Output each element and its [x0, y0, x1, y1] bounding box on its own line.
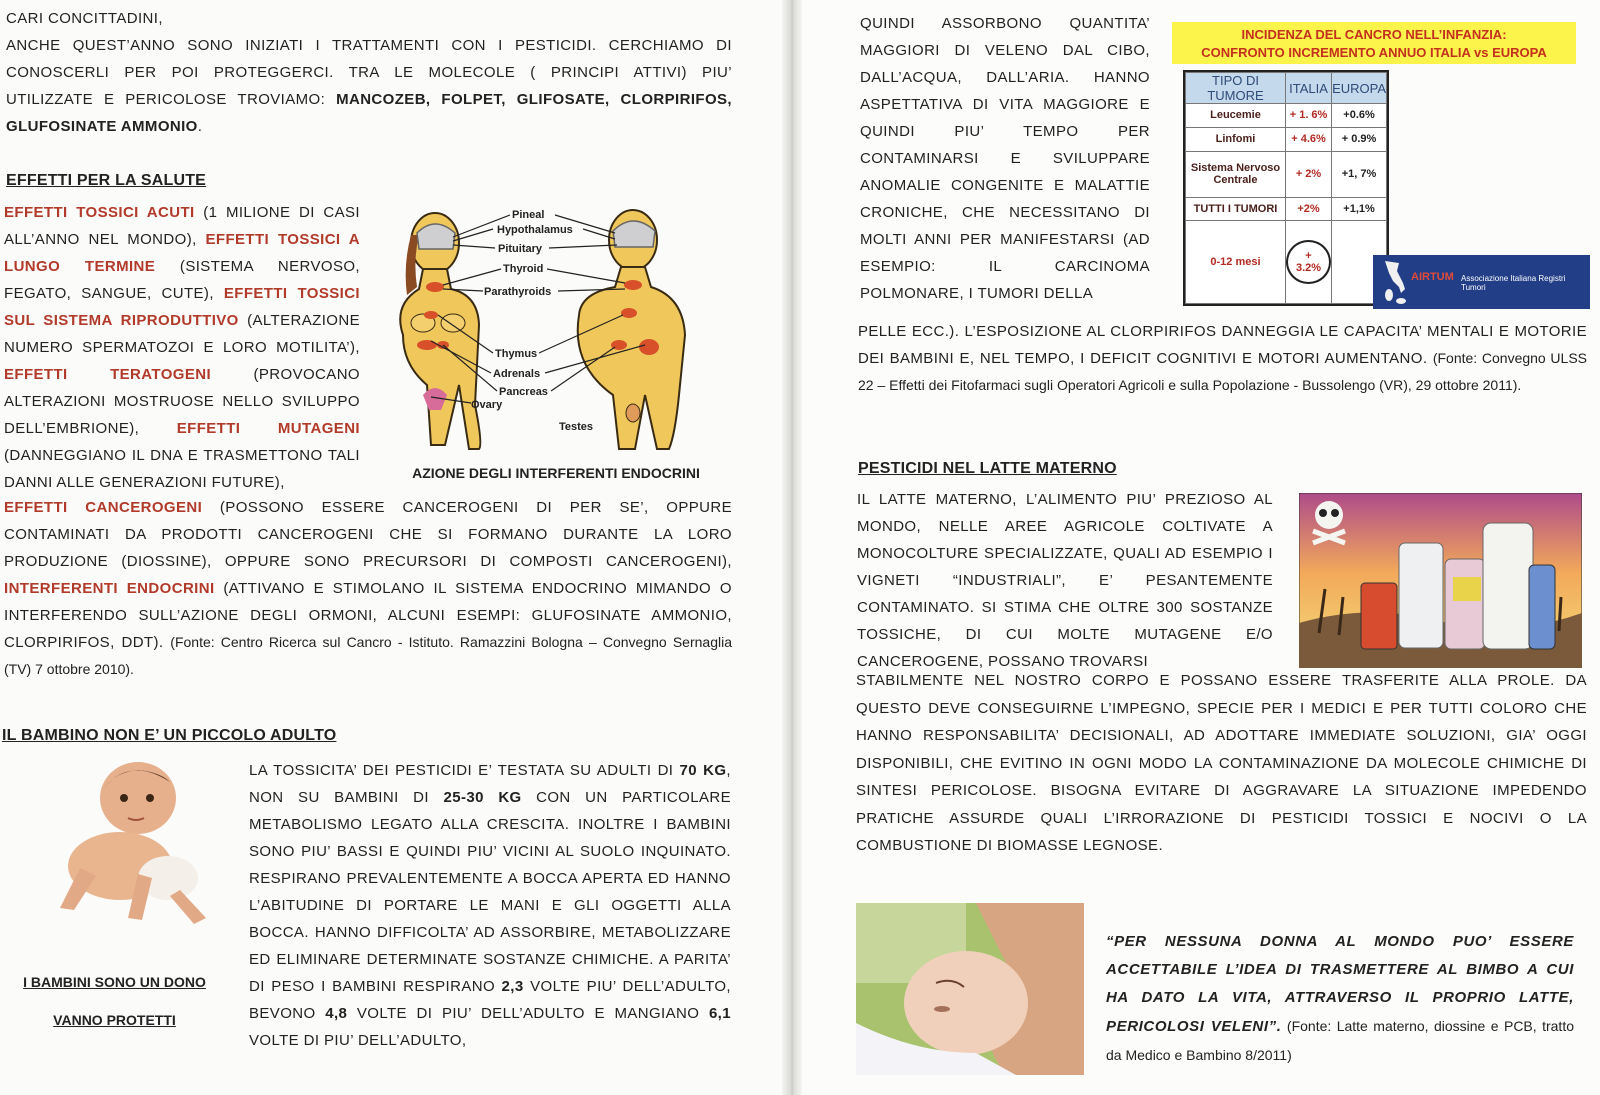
table-row: [1186, 197, 1387, 221]
bambino-text-k: VOLTE DI PIU’ DELL’ADULTO,: [249, 1032, 467, 1049]
effetti-teratogeni: EFFETTI TERATOGENI: [4, 366, 212, 383]
row-name: TUTTI I TUMORI: [1186, 197, 1286, 221]
table-row: [1186, 221, 1387, 304]
female-figure: [400, 213, 480, 449]
table-row: [1186, 151, 1387, 197]
heading-bambino: IL BAMBINO NON E’ UN PICCOLO ADULTO: [2, 727, 337, 744]
label-pineal: Pineal: [512, 209, 545, 221]
page-gutter: [782, 0, 802, 1095]
row-europa: + 0.9%: [1332, 127, 1387, 151]
airtum-logo-text: AIRTUM: [1411, 271, 1454, 283]
bambino-paragraph: [249, 757, 731, 1054]
header-italia: ITALIA: [1285, 73, 1331, 104]
bambino-weight-child: 25-30 KG: [443, 789, 522, 806]
row-italia: +2%: [1285, 197, 1331, 221]
row-name: Linfomi: [1186, 127, 1286, 151]
endocrine-diagram: [383, 205, 733, 460]
quote-source: (Fonte: Latte materno, diossine e PCB, tratto da Medico e Bambino 8/2011): [1106, 1018, 1574, 1063]
table-title: [1172, 22, 1576, 64]
row-name: Sistema Nervoso Centrale: [1186, 151, 1286, 197]
row-italia: + 2%: [1285, 151, 1331, 197]
intro-molecules-bold: MANCOZEB, FOLPET, GLIFOSATE, CLORPIRIFOS,: [336, 91, 732, 108]
intro-line-3: [6, 86, 732, 113]
label-pancreas: Pancreas: [499, 386, 548, 398]
label-hypothalamus: Hypothalamus: [497, 224, 573, 236]
effetti-text-4: (PROVOCANO ALTERAZIONI MOSTRUOSE NELLO SVILUPPO DELL’EMBRIONE),: [4, 366, 360, 437]
intro-line-3-text: UTILIZZATE E PERICOLOSE TROVIAMO:: [6, 91, 337, 108]
bambino-drink-factor: 4,8: [325, 1005, 348, 1022]
label-thymus: Thymus: [495, 348, 538, 360]
effetti-cancerogeni: EFFETTI CANCEROGENI: [4, 499, 203, 516]
label-pituitary: Pituitary: [498, 243, 543, 255]
italy-map-icon: [1381, 259, 1407, 305]
milk-column: IL LATTE MATERNO, L’ALIMENTO PIU’ PREZIOSO AL MONDO, NELLE AREE AGRICOLE COLTIVATE A MONOCOLTURE SPECIALIZZATE, QUALI AD ESEMPIO I VIGNETI “INDUSTRIALI”, E’ PESANTEMENTE CONTAMINATO. SI STIMA CHE OLTRE 300 SOSTANZE TOSSICHE, DI CUI MOLTE MUTAGENE E/O CANCEROGENE, POSSANO TROVARSI: [857, 491, 1273, 670]
row-europa: +1, 7%: [1332, 151, 1387, 197]
header-tipo: TIPO DI TUMORE: [1186, 73, 1286, 104]
endocrine-caption: AZIONE DEGLI INTERFERENTI ENDOCRINI: [412, 465, 700, 481]
bambino-text-g: VOLTE PIU’ DELL’ADULTO, BEVONO: [249, 978, 731, 1022]
table-row: [1186, 127, 1387, 151]
label-adrenals: Adrenals: [493, 368, 541, 380]
effetti-tossici-riproduttivo: EFFETTI TOSSICI SUL SISTEMA RIPRODUTTIVO: [4, 285, 361, 329]
heading-latte-materno: PESTICIDI NEL LATTE MATERNO: [858, 460, 1117, 477]
circled-value: + 3.2%: [1286, 240, 1331, 284]
intro-molecule-glufosinate: GLUFOSINATE AMMONIO: [6, 118, 198, 135]
continuation-column: QUINDI ASSORBONO QUANTITA’ MAGGIORI DI VELENO DAL CIBO, DALL’ACQUA, DALL’ARIA. HANNO ASPETTATIVA DI VITA MAGGIORE E QUINDI PIU’ TEMPO PER CONTAMINARSI E SVILUPPARE ANOMALIE CONGENITE E MALATTIE CRONICHE, CHE NECESSITANO DI MOLTI ANNI PER MANIFESTARSI (AD ESEMPIO: IL CARCINOMA POLMONARE, I TUMORI DELLA: [860, 15, 1150, 302]
intro-line-4: [6, 113, 732, 140]
row-europa: +0.6%: [1332, 104, 1387, 128]
effetti-text-6: (POSSONO ESSERE CANCEROGENI DI PER SE’, OPPURE CONTAMINATI DA PRODOTTI CANCEROGENI CHE SI FORMANO DURANTE LA LORO PRODUZIONE (DIOSSINE), OPPURE SONO PRECURSORI DI COMPOSTI CANCEROGENI),: [4, 499, 732, 570]
label-thyroid: Thyroid: [503, 263, 544, 275]
row-europa: +1,1%: [1332, 197, 1387, 221]
bambino-text-a: LA TOSSICITA’ DEI PESTICIDI E’ TESTATA SU ADULTI DI: [249, 762, 680, 779]
effetti-source: (Fonte: Centro Ricerca sul Cancro - Istituto. Ramazzini Bologna – Convegno Sernaglia (TV) 7 ottobre 2010).: [4, 634, 732, 677]
intro-greeting: CARI CONCITTADINI,: [6, 10, 163, 27]
airtum-caption: Associazione Italiana Registri Tumori: [1461, 274, 1566, 292]
effetti-text-1: (1 MILIONE DI CASI ALL’ANNO NEL MONDO),: [4, 204, 361, 248]
effetti-text-5: (DANNEGGIANO IL DNA E TRASMETTONO TALI DANNI ALLE GENERAZIONI FUTURE),: [4, 447, 360, 491]
bambino-breath-factor: 2,3: [501, 978, 524, 995]
interferenti-endocrini: INTERFERENTI ENDOCRINI: [4, 580, 215, 597]
table-title-line-1: INCIDENZA DEL CANCRO NELL’INFANZIA:: [1241, 27, 1507, 42]
heading-effetti-salute: EFFETTI PER LA SALUTE: [6, 172, 207, 189]
row-name: Leucemie: [1186, 104, 1286, 128]
continuation-text: PELLE ECC.). L’ESPOSIZIONE AL CLORPIRIFOS DANNEGGIA LE CAPACITA’ MENTALI E MOTORIE DEI BAMBINI E, NEL TEMPO, I DEFICIT COGNITIVI E MOTORI AUMENTANO.: [858, 323, 1587, 367]
table-header-row: [1186, 73, 1387, 104]
row-italia: + 1. 6%: [1285, 104, 1331, 128]
intro-line-1: ANCHE QUEST’ANNO SONO INIZIATI I TRATTAMENTI CON I PESTICIDI. CERCHIAMO DI: [6, 37, 732, 54]
label-testes: Testes: [559, 421, 594, 433]
intro-paragraph: [6, 5, 732, 140]
quote-block: [1106, 928, 1574, 1070]
breastfeeding-photo: [856, 903, 1084, 1075]
effetti-text-7: (ATTIVANO E STIMOLANO IL SISTEMA ENDOCRINO MIMANDO O INTERFERENDO SULL’AZIONE DEGLI ORMONI, ALCUNI ESEMPI: GLUFOSINATE AMMONIO, CLORPIRIFOS, DDT).: [4, 580, 733, 651]
airtum-logo-banner: [1373, 255, 1590, 309]
baby-caption-2: VANNO PROTETTI: [53, 1012, 176, 1028]
milk-full-width: STABILMENTE NEL NOSTRO CORPO E POSSANO ESSERE TRASFERITE ALLA PROLE. DA QUESTO DEVE CONSEGUIRNE L’IMPEGNO, SPECIE PER I MEDICI E PER TUTTI COLORO CHE HANNO RESPONSABILITA’ DECISIONALI, AD ADOTTARE IMMEDIATE SOLUZIONI, GIA’ OGGI DISPONIBILI, CHE EVITINO IN OGNI MODO LA CONTAMINAZIONE DA MOLECOLE CHIMICHE DI SINTESI PERICOLOSE. BISOGNA EVITARE DI AGGRAVARE LA SITUAZIONE IMPEDENDO PRATICHE ASSURDE QUALI L’IRRORAZIONE DI PESTICIDI TOSSICI E NOCIVI O LA COMBUSTIONE DI BIOMASSE LEGNOSE.: [856, 672, 1587, 854]
label-parathyroids: Parathyroids: [484, 286, 552, 298]
effetti-mutageni: EFFETTI MUTAGENI: [176, 420, 360, 437]
effetti-tossici-acuti: EFFETTI TOSSICI ACUTI: [4, 204, 195, 221]
bambino-weight-adult: 70 KG: [679, 762, 727, 779]
bambino-text-e: CON UN PARTICOLARE METABOLISMO LEGATO ALLA CRESCITA. INOLTRE I BAMBINI SONO PIU’ BASSI E QUINDI PIU’ VICINI AL SUOLO INQUINATO. RESPIRANO PREVALENTEMENTE A BOCCA APERTA ED HANNO L’ABITUDINE DI PORTARE LE MANI E GLI OGGETTI ALLA BOCCA. HANNO DIFFICOLTA’ AD ASSORBIRE, METABOLIZZARE ED ELIMINARE DETERMINATE SOSTANZE CHIMICHE. A PARITA’ DI PESO I BAMBINI RESPIRANO: [249, 789, 731, 995]
header-europa: EUROPA: [1332, 73, 1387, 104]
quote-text: “PER NESSUNA DONNA AL MONDO PUO’ ESSERE ACCETTABILE L’IDEA DI TRASMETTERE AL BIMBO A CUI HA DATO LA VITA, ATTRAVERSO IL PROPRIO LATTE, PERICOLOSI VELENI”.: [1106, 933, 1574, 1035]
row-italia-circled: [1285, 221, 1331, 304]
table-title-line-2: CONFRONTO INCREMENTO ANNUO ITALIA vs EUROPA: [1201, 45, 1547, 60]
pesticides-illustration: [1299, 493, 1582, 668]
cancer-incidence-table: [1183, 70, 1389, 306]
effetti-paragraph-full: [4, 494, 732, 683]
effetti-paragraph-column: [4, 199, 360, 496]
bambino-text-i: VOLTE DI PIU’ DELL’ADULTO E MANGIANO: [347, 1005, 709, 1022]
table-row: [1186, 104, 1387, 128]
row-italia: + 4.6%: [1285, 127, 1331, 151]
effetti-text-3: (ALTERAZIONE NUMERO SPERMATOZOI E LORO MOTILITA’),: [4, 312, 360, 356]
continuation-source: (Fonte: Convegno ULSS 22 – Effetti dei Fitofarmaci sugli Operatori Agricoli e sulla Popolazione - Bussolengo (VR), 29 ottobre 2011).: [858, 350, 1588, 393]
row-name: 0-12 mesi: [1186, 221, 1286, 304]
continuation-full-width: [858, 318, 1587, 399]
bambino-eat-factor: 6,1: [708, 1005, 731, 1022]
baby-caption-1: I BAMBINI SONO UN DONO: [23, 974, 206, 990]
effetti-text-2: (SISTEMA NERVOSO, FEGATO, SANGUE, CUTE),: [4, 258, 360, 302]
intro-line-2: CONOSCERLI PER POI PROTEGGERCI. TRA LE MOLECOLE ( PRINCIPI ATTIVI) PIU’: [6, 64, 732, 81]
intro-line-4-end: .: [197, 118, 203, 135]
effetti-tossici-lungo-termine: EFFETTI TOSSICI A LUNGO TERMINE: [4, 231, 360, 275]
bambino-text-c: , NON SU BAMBINI DI: [249, 762, 731, 806]
label-ovary: Ovary: [471, 399, 503, 411]
baby-photo: [20, 758, 220, 933]
